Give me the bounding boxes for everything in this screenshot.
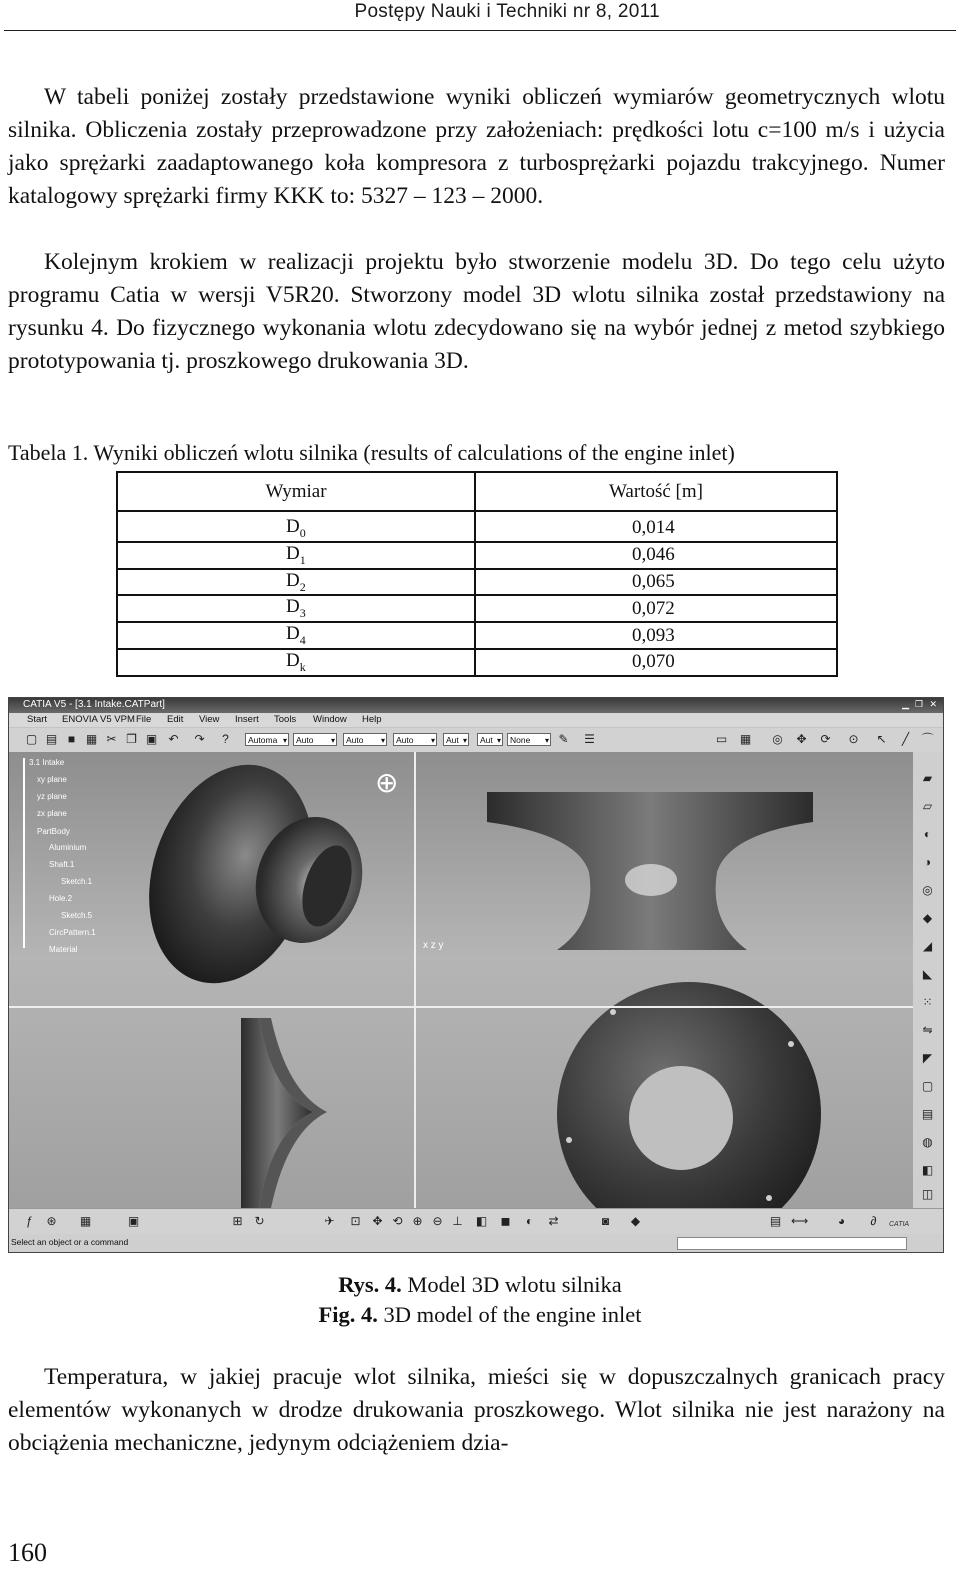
format-painter-icon: ✎ [558,732,569,746]
new-icon: ▢ [25,732,38,746]
pan-icon: ✥ [796,732,807,746]
table-row [117,542,837,569]
tree-item: Sketch.5 [61,911,93,920]
paste-icon: ▣ [145,732,158,746]
figure-caption-en-text: 3D model of the engine inlet [383,1302,642,1327]
menu-enovia: ENOVIA V5 VPM [62,714,135,725]
table-label: Tabela 1. [8,440,89,465]
menu-file: File [136,714,152,725]
rib-icon: ◆ [922,911,933,925]
catia-screenshot [8,697,944,1253]
properties-icon: ☰ [584,732,595,746]
paragraph-3 [8,1361,945,1460]
value-cell: 0,072 [475,595,837,622]
measure-between-icon: ⟷ [791,1214,809,1228]
iso-view [122,752,378,1005]
fly-icon: ✈ [324,1214,335,1228]
table-header-row [117,472,837,511]
thickness-icon: ▤ [921,1107,934,1121]
copy-icon: ❐ [126,732,137,746]
ds-logo-icon: ∂ [870,1214,877,1228]
apply-material-icon: ◆ [630,1214,641,1228]
render-icon: ◼ [500,1214,511,1228]
side-view [487,792,813,950]
table-row [117,569,837,596]
paragraph-2-text: Kolejnym krokiem w realizacji projektu było stworzenie modelu 3D. Do tego celu użyto programu Catia w wersji V5R20. Stworzony model 3D wlotu silnika został przedstawiony na rysunku 4. Do fizycznego wykonania wlotu zdecydowano się na wybór jednej z metod szybkiego prototypowania tj. proszkowego drukowania 3D. [8,249,945,374]
command-input [677,1237,907,1250]
sketch-icon: ▭ [715,732,728,746]
catia-top-toolbar [9,728,943,753]
menu-window: Window [313,714,347,725]
tree-item: Aluminium [49,843,87,852]
viewport-divider-horizontal [9,1006,913,1008]
header-dimension: Wymiar [117,472,475,511]
figure-caption-en [0,1302,960,1328]
pad-icon: ▰ [922,771,933,785]
running-header [0,0,960,30]
dropdown-linetype: Auto ▾ [293,733,337,746]
tree-branch-line [23,758,25,948]
window-title: CATIA V5 - [3.1 Intake.CATPart] [23,699,165,710]
help-icon: ? [222,732,229,746]
symbol-base: D [286,623,300,645]
catalog-icon: ▣ [127,1214,140,1228]
fit-all-icon: ◎ [772,732,783,746]
table-row [117,622,837,649]
maximize-icon: ❐ [914,699,923,709]
mirror-icon: ⇋ [922,1023,933,1037]
camera-icon: ◙ [601,1214,610,1228]
figure-label-en: Fig. 4. [318,1302,378,1327]
tree-item: Hole.2 [49,894,73,903]
tools-icon: ▤ [769,1214,782,1228]
snap-icon: ⊞ [232,1214,243,1228]
menu-insert: Insert [235,714,259,725]
catia-logo: CATIA [889,1221,910,1228]
figure-caption-pl-text: Model 3D wlotu silnika [407,1272,622,1297]
table-row [117,511,837,542]
symbol-sub: 2 [299,579,306,594]
header-rule [4,30,956,31]
symbol-sub: 3 [299,606,306,621]
dimension-cell [117,542,475,569]
journal-title: Postępy Nauki i Techniki nr 8, 2011 [354,1,660,22]
symbol-base: D [286,569,300,591]
paragraph-1 [8,81,945,213]
catia-statusbar [9,1234,943,1252]
print-icon: ▦ [85,732,98,746]
dimension-cell [117,649,475,676]
groove-icon: ◑ [923,855,932,869]
viewport-divider-vertical [414,752,416,1208]
paragraph-1-text: W tabeli poniżej zostały przedstawione wyniki obliczeń wymiarów geometrycznych wlotu silnika. Obliczenia zostały przeprowadzone przy założeniach: prędkości lotu c=100 m/s i użycia jako sprężarki zaadaptowanego koła kompresora z turbosprężarki pojazdu trakcyjnego. Numer katalogowy sprężarki firmy KKK to: 5327 – 123 – 2000. [8,84,945,209]
arrow-icon: ↖ [876,732,887,746]
tree-item: Sketch.1 [61,877,93,886]
paragraph-2 [8,246,945,378]
redo-icon: ↷ [194,732,205,746]
dropdown-color: Automa ▾ [245,733,289,746]
dropdown-render: Aut ▾ [477,733,503,746]
table-caption [8,440,735,466]
symbol-base: D [286,596,300,618]
dimension-cell [117,569,475,596]
value-cell: 0,046 [475,542,837,569]
views-icon: ◧ [475,1214,488,1228]
knowledge-icon: ⊛ [46,1214,57,1228]
table-row [117,649,837,676]
measure-item-icon: ◫ [921,1187,934,1201]
symbol-sub: 4 [299,632,306,647]
chamfer-icon: ◣ [922,967,933,981]
grid-icon: ▦ [739,732,752,746]
table-caption-text: Wyniki obliczeń wlotu silnika (results of calculations of the engine inlet) [93,440,735,465]
split-icon: ◧ [921,1163,934,1177]
value-cell: 0,093 [475,622,837,649]
model-views [9,752,913,1208]
curve-icon: ⌒ [921,732,934,746]
tree-item-root: 3.1 Intake [29,758,65,767]
value-cell: 0,070 [475,649,837,676]
tree-item: xy plane [37,775,67,784]
table-row [117,595,837,622]
draft-icon: ◤ [922,1051,933,1065]
header-value: Wartość [m] [475,472,837,511]
open-icon: ▤ [45,732,58,746]
pattern-icon: ⁙ [922,995,933,1009]
shaft-icon: ◐ [923,827,932,841]
dropdown-thickness: Auto ▾ [343,733,387,746]
menu-start: Start [27,714,48,725]
tree-item: Material [49,945,78,954]
table-icon: ▦ [79,1214,92,1228]
fit-icon: ⊡ [350,1214,361,1228]
dimension-cell [117,511,475,542]
shell-icon: ▢ [921,1079,934,1093]
value-cell: 0,065 [475,569,837,596]
normal-view-icon: ⊥ [452,1214,463,1228]
formula-icon: ƒ [26,1214,33,1228]
page-number: 160 [8,1538,47,1567]
undo-icon: ↶ [168,732,179,746]
fillet-icon: ◢ [922,939,933,953]
cut-icon: ✂ [106,732,117,746]
line-icon: ╱ [901,732,910,746]
dropdown-none: None ▾ [507,733,551,746]
dimension-cell [117,622,475,649]
measure-icon: ⊙ [848,732,859,746]
tree-item: PartBody [37,827,70,836]
catia-right-toolbar [913,752,943,1208]
value-cell: 0,014 [475,511,837,542]
catia-viewport [9,752,913,1208]
close-icon: ✕ [929,699,937,709]
save-icon: ■ [67,732,76,746]
paragraph-3-text: Temperatura, w jakiej pracuje wlot silnika, mieści się w dopuszczalnych granicach pracy elementów wykonanych w drodze drukowania proszkowego. Wlot silnika nie jest narażony na obciążenia mechaniczne, jedynym odciążeniem dzia- [8,1364,945,1456]
symbol-sub: k [299,659,306,674]
axis-triad: x z y [423,940,444,951]
tree-item: CircPattern.1 [49,928,96,937]
zoom-in-icon: ⊕ [412,1214,423,1228]
menu-tools: Tools [274,714,297,725]
compass-icon: ⊕ [375,767,399,798]
symbol-sub: 1 [299,552,306,567]
tree-item: Shaft.1 [49,860,75,869]
menu-view: View [199,714,220,725]
rotate-icon: ⟳ [820,732,831,746]
front-view [557,982,821,1208]
symbol-sub: 0 [299,525,306,540]
menu-help: Help [362,714,382,725]
symbol-base: D [286,542,300,564]
catia-menubar [9,713,943,727]
figure-label-pl: Rys. 4. [338,1272,402,1297]
dimension-cell [117,595,475,622]
boolean-icon: ◍ [922,1135,933,1149]
minimize-icon: ▁ [902,699,909,709]
dropdown-pointtype: Auto ▾ [393,733,437,746]
figure-caption-pl [0,1272,960,1298]
status-message: Select an object or a command [11,1237,129,1247]
zoom-out-icon: ⊖ [432,1214,443,1228]
hole-icon: ◎ [922,883,933,897]
catia-titlebar [9,698,943,713]
profile-view [241,1018,327,1208]
analysis-icon: ◕ [837,1214,846,1228]
hide-icon: ◐ [525,1214,534,1228]
symbol-base: D [286,516,300,537]
swap-icon: ⇄ [548,1214,559,1228]
menu-edit: Edit [167,714,184,725]
pocket-icon: ▱ [922,799,933,813]
tree-item: yz plane [37,792,67,801]
pan-view-icon: ✥ [372,1214,383,1228]
symbol-base: D [286,649,300,671]
results-table [116,471,838,677]
catia-bottom-toolbar [9,1208,943,1235]
dropdown-layer: Aut ▾ [443,733,469,746]
tree-item: zx plane [37,809,67,818]
rotate-view-icon: ⟲ [392,1214,403,1228]
update-icon: ↻ [254,1214,265,1228]
